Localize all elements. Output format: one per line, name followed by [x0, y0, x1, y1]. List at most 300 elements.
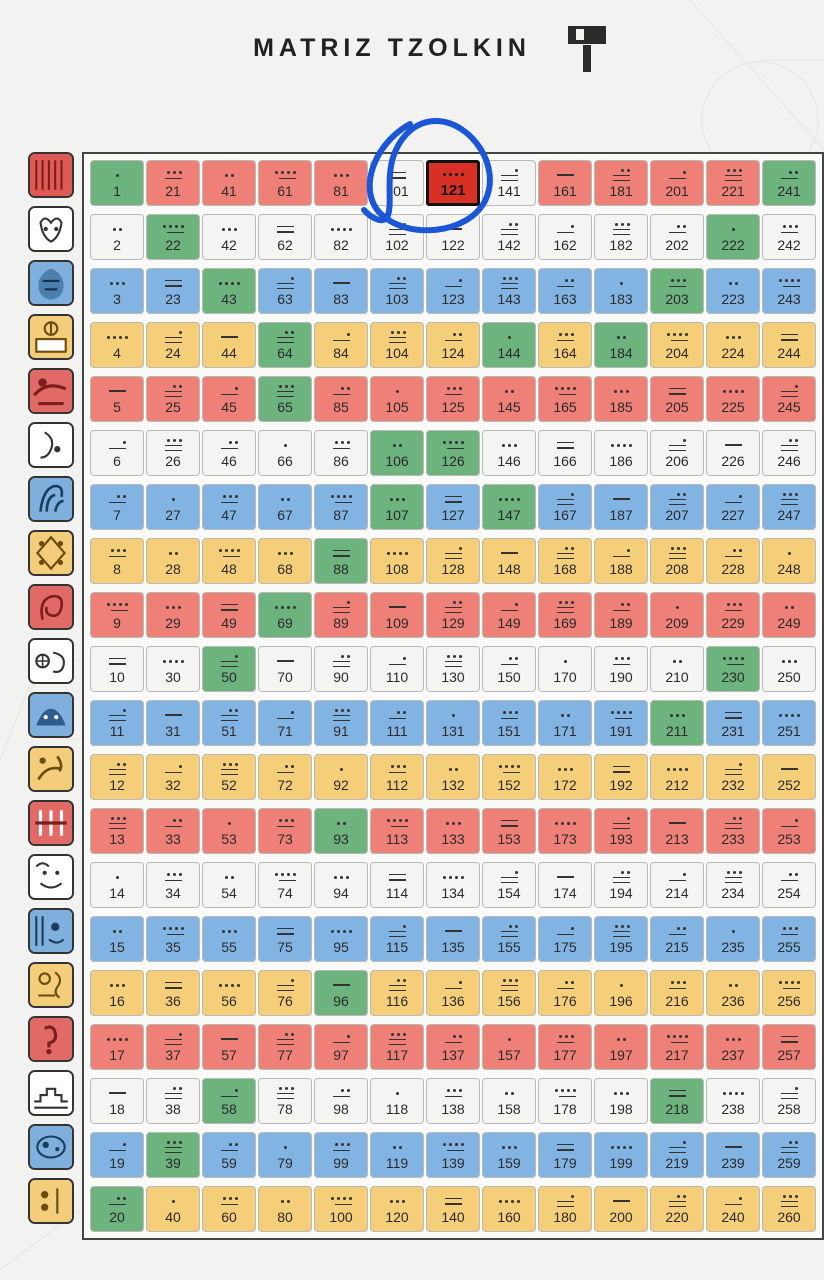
grid-cell[interactable] — [146, 268, 200, 314]
grid-cell[interactable] — [594, 1132, 648, 1178]
glyph-cauac-icon[interactable] — [28, 1124, 74, 1170]
grid-cell[interactable] — [762, 700, 816, 746]
grid-cell[interactable] — [538, 646, 592, 692]
grid-cell[interactable] — [706, 1024, 760, 1070]
grid-cell[interactable] — [202, 376, 256, 422]
grid-cell[interactable] — [90, 160, 144, 206]
grid-cell[interactable] — [706, 214, 760, 260]
grid-cell[interactable] — [426, 646, 480, 692]
grid-cell[interactable] — [706, 322, 760, 368]
grid-cell[interactable] — [594, 322, 648, 368]
grid-cell[interactable] — [426, 1024, 480, 1070]
grid-cell[interactable] — [258, 268, 312, 314]
grid-cell[interactable] — [706, 808, 760, 854]
grid-cell[interactable] — [258, 754, 312, 800]
grid-cell[interactable] — [762, 376, 816, 422]
grid-cell[interactable] — [538, 592, 592, 638]
grid-cell[interactable] — [762, 1186, 816, 1232]
grid-cell[interactable] — [90, 268, 144, 314]
glyph-oc-icon[interactable] — [28, 638, 74, 684]
grid-cell[interactable] — [650, 916, 704, 962]
grid-cell[interactable] — [706, 376, 760, 422]
grid-cell[interactable] — [370, 646, 424, 692]
grid-cell-number: 78 — [277, 1100, 293, 1117]
grid-cell[interactable] — [370, 214, 424, 260]
grid-cell[interactable] — [258, 484, 312, 530]
grid-cell[interactable] — [594, 1024, 648, 1070]
grid-cell[interactable] — [258, 322, 312, 368]
grid-cell[interactable] — [594, 754, 648, 800]
grid-cell[interactable] — [146, 1078, 200, 1124]
grid-cell[interactable] — [314, 808, 368, 854]
grid-cell-number: 12 — [109, 776, 125, 793]
grid-cell-number: 162 — [553, 236, 577, 253]
grid-cell[interactable] — [538, 214, 592, 260]
grid-cell[interactable] — [258, 970, 312, 1016]
grid-cell[interactable] — [258, 214, 312, 260]
grid-cell[interactable] — [258, 1132, 312, 1178]
grid-cell[interactable] — [314, 1078, 368, 1124]
grid-cell[interactable] — [538, 1078, 592, 1124]
grid-cell[interactable] — [314, 160, 368, 206]
grid-cell[interactable] — [482, 214, 536, 260]
grid-cell[interactable] — [762, 808, 816, 854]
kin-coefficient-dots — [221, 763, 238, 776]
glyph-cimi-icon[interactable] — [28, 422, 74, 468]
glyph-ik-icon[interactable] — [28, 206, 74, 252]
grid-cell[interactable] — [258, 1078, 312, 1124]
grid-cell[interactable] — [426, 592, 480, 638]
grid-cell[interactable] — [426, 430, 480, 476]
grid-cell[interactable] — [426, 1186, 480, 1232]
grid-cell[interactable] — [370, 538, 424, 584]
grid-cell[interactable] — [650, 1078, 704, 1124]
grid-cell[interactable] — [90, 484, 144, 530]
grid-cell[interactable] — [650, 214, 704, 260]
kin-coefficient-dots — [449, 763, 458, 776]
grid-cell[interactable] — [538, 376, 592, 422]
grid-cell[interactable] — [202, 1132, 256, 1178]
grid-cell[interactable] — [370, 1078, 424, 1124]
grid-cell[interactable] — [762, 1024, 816, 1070]
kin-coefficient-dots — [669, 547, 686, 560]
grid-cell[interactable] — [90, 214, 144, 260]
grid-cell[interactable] — [202, 322, 256, 368]
grid-cell[interactable] — [202, 484, 256, 530]
grid-cell[interactable] — [594, 268, 648, 314]
grid-cell[interactable] — [90, 322, 144, 368]
grid-cell[interactable] — [538, 862, 592, 908]
grid-cell[interactable] — [594, 484, 648, 530]
save-icon[interactable] — [562, 22, 612, 74]
grid-cell[interactable] — [90, 430, 144, 476]
grid-cell[interactable] — [538, 1024, 592, 1070]
grid-cell[interactable] — [482, 646, 536, 692]
grid-cell[interactable] — [314, 862, 368, 908]
grid-cell[interactable] — [370, 268, 424, 314]
grid-cell[interactable] — [650, 430, 704, 476]
grid-cell[interactable] — [706, 160, 760, 206]
grid-cell[interactable] — [258, 1186, 312, 1232]
grid-cell[interactable] — [90, 1186, 144, 1232]
grid-cell[interactable] — [650, 538, 704, 584]
grid-cell[interactable] — [426, 538, 480, 584]
grid-cell[interactable] — [146, 376, 200, 422]
glyph-ben-icon[interactable] — [28, 800, 74, 846]
grid-cell[interactable] — [762, 430, 816, 476]
grid-cell[interactable] — [146, 1024, 200, 1070]
glyph-men-icon[interactable] — [28, 908, 74, 954]
grid-cell[interactable] — [650, 592, 704, 638]
grid-cell[interactable] — [426, 1132, 480, 1178]
grid-cell[interactable] — [426, 970, 480, 1016]
grid-cell[interactable] — [314, 970, 368, 1016]
grid-cell[interactable] — [90, 754, 144, 800]
grid-cell[interactable] — [370, 592, 424, 638]
grid-cell-number: 73 — [277, 830, 293, 847]
grid-cell[interactable] — [258, 916, 312, 962]
grid-cell[interactable] — [370, 1132, 424, 1178]
grid-cell[interactable] — [202, 268, 256, 314]
grid-cell[interactable] — [426, 754, 480, 800]
grid-cell[interactable] — [258, 1024, 312, 1070]
grid-cell[interactable] — [202, 754, 256, 800]
grid-cell[interactable] — [482, 592, 536, 638]
grid-cell[interactable] — [706, 646, 760, 692]
grid-cell[interactable] — [426, 700, 480, 746]
glyph-cib-icon[interactable] — [28, 962, 74, 1008]
grid-cell[interactable] — [146, 430, 200, 476]
grid-cell[interactable] — [762, 1078, 816, 1124]
grid-cell[interactable] — [482, 322, 536, 368]
grid-cell[interactable] — [594, 1078, 648, 1124]
grid-cell[interactable] — [146, 808, 200, 854]
grid-cell[interactable] — [650, 484, 704, 530]
grid-cell[interactable] — [146, 862, 200, 908]
grid-cell[interactable] — [370, 322, 424, 368]
grid-cell[interactable] — [370, 484, 424, 530]
grid-cell[interactable] — [762, 538, 816, 584]
grid-cell[interactable] — [650, 1132, 704, 1178]
grid-cell[interactable] — [650, 970, 704, 1016]
grid-cell[interactable] — [650, 700, 704, 746]
grid-cell[interactable] — [538, 916, 592, 962]
grid-cell[interactable] — [482, 1024, 536, 1070]
grid-cell[interactable] — [90, 916, 144, 962]
grid-cell[interactable] — [538, 268, 592, 314]
grid-cell[interactable] — [482, 430, 536, 476]
grid-cell[interactable] — [90, 1132, 144, 1178]
grid-cell[interactable] — [538, 538, 592, 584]
grid-cell[interactable] — [762, 970, 816, 1016]
grid-cell[interactable] — [426, 808, 480, 854]
glyph-eb-icon[interactable] — [28, 746, 74, 792]
grid-cell[interactable] — [258, 700, 312, 746]
grid-cell[interactable] — [258, 538, 312, 584]
grid-cell-number: 47 — [221, 506, 237, 523]
grid-cell[interactable] — [146, 214, 200, 260]
grid-cell[interactable] — [426, 376, 480, 422]
grid-cell[interactable] — [482, 376, 536, 422]
grid-cell[interactable] — [482, 268, 536, 314]
grid-cell[interactable] — [650, 1186, 704, 1232]
grid-cell[interactable] — [90, 1024, 144, 1070]
grid-cell[interactable] — [426, 862, 480, 908]
grid-cell[interactable] — [426, 916, 480, 962]
grid-cell[interactable] — [314, 484, 368, 530]
grid-cell[interactable] — [314, 1024, 368, 1070]
grid-cell[interactable] — [594, 916, 648, 962]
glyph-etznab-icon[interactable] — [28, 1070, 74, 1116]
grid-cell[interactable] — [762, 484, 816, 530]
grid-cell[interactable] — [482, 970, 536, 1016]
grid-cell[interactable] — [538, 754, 592, 800]
grid-cell[interactable] — [538, 700, 592, 746]
grid-cell[interactable] — [594, 646, 648, 692]
grid-cell[interactable] — [90, 808, 144, 854]
grid-cell[interactable] — [650, 1024, 704, 1070]
grid-cell[interactable] — [762, 322, 816, 368]
grid-cell-number: 3 — [113, 290, 121, 307]
grid-cell[interactable] — [538, 1132, 592, 1178]
grid-cell[interactable] — [202, 160, 256, 206]
tzolkin-matrix — [28, 152, 824, 1240]
grid-cell[interactable] — [594, 376, 648, 422]
grid-cell[interactable] — [370, 808, 424, 854]
grid-cell[interactable] — [482, 484, 536, 530]
grid-cell[interactable] — [370, 1024, 424, 1070]
grid-cell[interactable] — [482, 700, 536, 746]
glyph-chicchan-icon[interactable] — [28, 368, 74, 414]
grid-cell[interactable] — [762, 916, 816, 962]
grid-cell[interactable] — [314, 430, 368, 476]
page-title: MATRIZ TZOLKIN — [253, 33, 531, 62]
grid-cell[interactable] — [650, 160, 704, 206]
glyph-ix-icon[interactable] — [28, 854, 74, 900]
grid-cell[interactable] — [370, 862, 424, 908]
grid-cell[interactable] — [314, 268, 368, 314]
grid-cell[interactable] — [202, 1186, 256, 1232]
grid-cell[interactable] — [482, 160, 536, 206]
grid-cell[interactable] — [258, 376, 312, 422]
grid-cell[interactable] — [370, 916, 424, 962]
grid-cell[interactable] — [314, 754, 368, 800]
grid-cell[interactable] — [314, 1132, 368, 1178]
grid-cell[interactable] — [370, 970, 424, 1016]
grid-cell[interactable] — [146, 322, 200, 368]
grid-cell[interactable] — [314, 214, 368, 260]
grid-cell[interactable] — [202, 646, 256, 692]
grid-cell[interactable] — [202, 862, 256, 908]
grid-cell[interactable] — [594, 160, 648, 206]
grid-cell[interactable] — [146, 1132, 200, 1178]
grid-cell[interactable] — [146, 646, 200, 692]
grid-cell[interactable] — [370, 700, 424, 746]
grid-cell[interactable] — [314, 916, 368, 962]
grid-cell[interactable] — [482, 808, 536, 854]
grid-cell[interactable] — [314, 1186, 368, 1232]
grid-cell-selected[interactable] — [426, 160, 480, 206]
glyph-chuen-icon[interactable] — [28, 692, 74, 738]
grid-cell[interactable] — [90, 862, 144, 908]
grid-cell[interactable] — [482, 1186, 536, 1232]
grid-cell[interactable] — [314, 646, 368, 692]
grid-cell[interactable] — [202, 430, 256, 476]
grid-cell[interactable] — [370, 1186, 424, 1232]
grid-cell[interactable] — [538, 1186, 592, 1232]
grid-cell[interactable] — [482, 862, 536, 908]
grid-cell[interactable] — [426, 484, 480, 530]
grid-cell[interactable] — [482, 916, 536, 962]
grid-cell[interactable] — [258, 646, 312, 692]
grid-cell[interactable] — [762, 1132, 816, 1178]
grid-cell[interactable] — [426, 1078, 480, 1124]
grid-cell[interactable] — [258, 160, 312, 206]
kin-coefficient-dots — [725, 709, 742, 722]
grid-cell[interactable] — [594, 862, 648, 908]
grid-cell[interactable] — [314, 538, 368, 584]
grid-cell[interactable] — [202, 970, 256, 1016]
grid-cell[interactable] — [258, 862, 312, 908]
glyph-kan-icon[interactable] — [28, 314, 74, 360]
glyph-lamat-icon[interactable] — [28, 530, 74, 576]
grid-cell[interactable] — [706, 268, 760, 314]
grid-cell[interactable] — [146, 700, 200, 746]
grid-cell[interactable] — [426, 214, 480, 260]
grid-cell[interactable] — [762, 754, 816, 800]
grid-cell[interactable] — [706, 916, 760, 962]
grid-cell[interactable] — [314, 592, 368, 638]
grid-cell[interactable] — [370, 376, 424, 422]
grid-cell[interactable] — [258, 592, 312, 638]
glyph-muluc-icon[interactable] — [28, 584, 74, 630]
grid-cell[interactable] — [146, 484, 200, 530]
grid-cell[interactable] — [538, 484, 592, 530]
grid-cell[interactable] — [146, 1186, 200, 1232]
grid-cell[interactable] — [90, 538, 144, 584]
grid-cell[interactable] — [370, 160, 424, 206]
grid-cell[interactable] — [146, 754, 200, 800]
grid-cell[interactable] — [650, 322, 704, 368]
grid-cell[interactable] — [706, 592, 760, 638]
grid-cell[interactable] — [762, 592, 816, 638]
grid-cell[interactable] — [146, 916, 200, 962]
grid-cell[interactable] — [762, 160, 816, 206]
grid-cell[interactable] — [538, 430, 592, 476]
kin-coefficient-dots — [165, 1087, 182, 1100]
grid-cell[interactable] — [706, 862, 760, 908]
grid-cell[interactable] — [370, 754, 424, 800]
grid-cell[interactable] — [202, 538, 256, 584]
grid-cell[interactable] — [90, 700, 144, 746]
grid-cell[interactable] — [202, 214, 256, 260]
grid-cell[interactable] — [538, 808, 592, 854]
grid-cell[interactable] — [594, 214, 648, 260]
glyph-caban-icon[interactable] — [28, 1016, 74, 1062]
grid-cell[interactable] — [482, 1132, 536, 1178]
grid-cell-number: 252 — [777, 776, 801, 793]
grid-cell[interactable] — [650, 808, 704, 854]
kin-coefficient-dots — [669, 223, 686, 236]
grid-cell[interactable] — [90, 646, 144, 692]
grid-cell[interactable] — [762, 214, 816, 260]
grid-cell[interactable] — [202, 1024, 256, 1070]
grid-cell[interactable] — [706, 430, 760, 476]
grid-cell-number: 206 — [665, 452, 689, 469]
grid-cell[interactable] — [650, 754, 704, 800]
grid-cell[interactable] — [202, 1078, 256, 1124]
glyph-ahau-icon[interactable] — [28, 1178, 74, 1224]
grid-cell[interactable] — [202, 592, 256, 638]
kin-coefficient-dots — [109, 655, 126, 668]
grid-cell[interactable] — [146, 538, 200, 584]
grid-cell[interactable] — [594, 808, 648, 854]
grid-cell[interactable] — [706, 970, 760, 1016]
grid-cell[interactable] — [90, 592, 144, 638]
grid-cell[interactable] — [314, 376, 368, 422]
grid-cell[interactable] — [426, 322, 480, 368]
grid-cell[interactable] — [202, 700, 256, 746]
grid-cell[interactable] — [482, 754, 536, 800]
grid-cell[interactable] — [706, 484, 760, 530]
grid-cell[interactable] — [202, 808, 256, 854]
grid-cell[interactable] — [706, 700, 760, 746]
grid-cell[interactable] — [538, 322, 592, 368]
grid-cell[interactable] — [90, 376, 144, 422]
grid-cell[interactable] — [706, 1186, 760, 1232]
kin-coefficient-dots — [221, 493, 238, 506]
grid-cell[interactable] — [650, 376, 704, 422]
grid-cell[interactable] — [706, 1132, 760, 1178]
grid-cell[interactable] — [706, 754, 760, 800]
grid-cell[interactable] — [650, 862, 704, 908]
grid-cell[interactable] — [594, 1186, 648, 1232]
grid-cell[interactable] — [314, 700, 368, 746]
grid-cell[interactable] — [594, 592, 648, 638]
grid-cell[interactable] — [762, 862, 816, 908]
grid-cell[interactable] — [762, 268, 816, 314]
grid-cell[interactable] — [258, 430, 312, 476]
grid-cell[interactable] — [594, 430, 648, 476]
grid-cell[interactable] — [650, 268, 704, 314]
grid-cell[interactable] — [762, 646, 816, 692]
grid-cell[interactable] — [482, 1078, 536, 1124]
glyph-akbal-icon[interactable] — [28, 260, 74, 306]
grid-cell[interactable] — [706, 538, 760, 584]
grid-cell[interactable] — [90, 970, 144, 1016]
grid-cell[interactable] — [258, 808, 312, 854]
grid-cell[interactable] — [146, 160, 200, 206]
grid-cell[interactable] — [706, 1078, 760, 1124]
grid-cell[interactable] — [426, 268, 480, 314]
grid-cell[interactable] — [538, 160, 592, 206]
grid-cell[interactable] — [594, 970, 648, 1016]
grid-cell[interactable] — [146, 592, 200, 638]
grid-cell[interactable] — [146, 970, 200, 1016]
grid-cell[interactable] — [594, 538, 648, 584]
grid-cell[interactable] — [538, 970, 592, 1016]
grid-cell[interactable] — [90, 1078, 144, 1124]
glyph-manik-icon[interactable] — [28, 476, 74, 522]
grid-cell[interactable] — [314, 322, 368, 368]
glyph-imix-icon[interactable] — [28, 152, 74, 198]
grid-cell[interactable] — [650, 646, 704, 692]
grid-cell[interactable] — [482, 538, 536, 584]
kin-coefficient-dots — [165, 385, 182, 398]
grid-cell[interactable] — [370, 430, 424, 476]
grid-cell[interactable] — [202, 916, 256, 962]
grid-cell[interactable] — [594, 700, 648, 746]
